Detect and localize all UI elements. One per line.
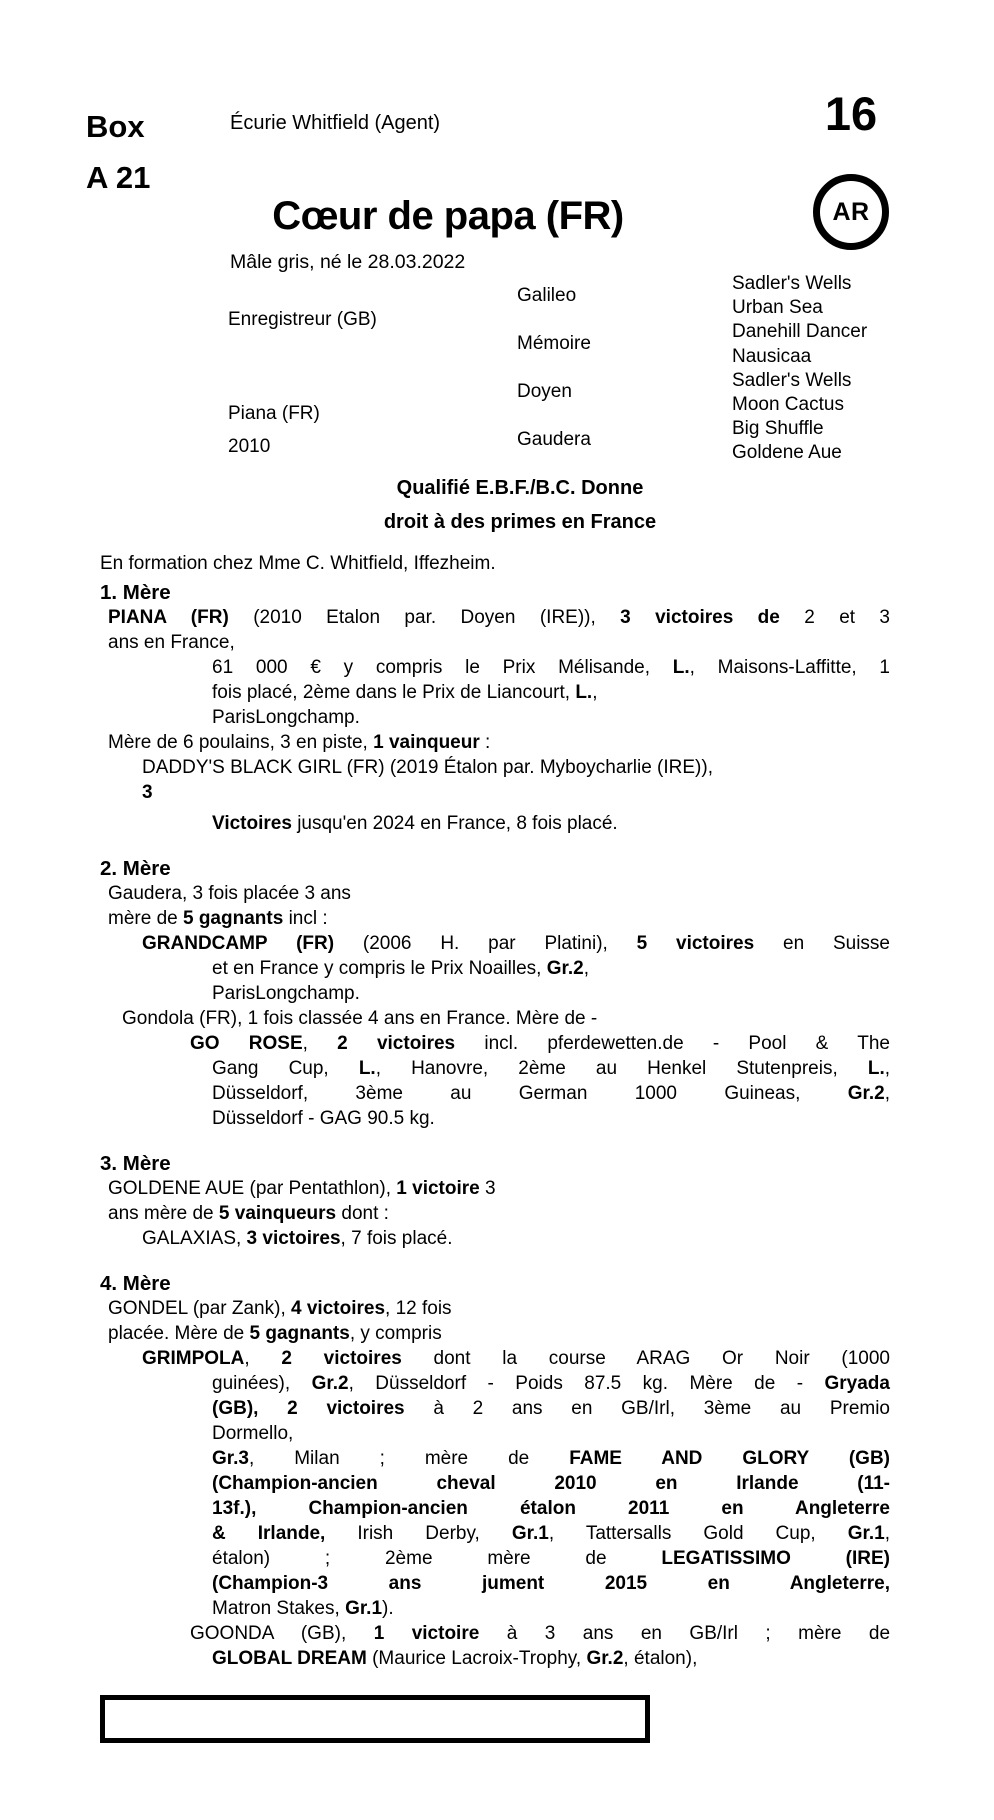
bold-text-segment: Gr.1 (345, 1598, 383, 1619)
body-line (142, 931, 890, 956)
body-line (212, 1396, 890, 1421)
body-line (212, 1571, 890, 1596)
bold-text-segment: Gr.1 (847, 1523, 885, 1544)
body-line (212, 680, 890, 705)
text-segment: (2010 Etalon par. Doyen (IRE)), (253, 607, 621, 628)
bold-text-segment: PIANA (FR) (108, 607, 254, 628)
text-segment: , étalon), (623, 1648, 698, 1669)
text-segment: , y compris (349, 1323, 442, 1344)
body-line (212, 811, 890, 836)
text-segment: , Maisons-Laffitte, 1 (689, 657, 890, 678)
body-line (212, 1496, 890, 1521)
consignor-name: Écurie Whitfield (Agent) (230, 112, 441, 134)
bold-text-segment: 4. Mère (100, 1272, 171, 1295)
text-segment: Irish Derby, (357, 1523, 512, 1544)
text-segment: (Maurice Lacroix-Trophy, (372, 1648, 587, 1669)
text-segment: et en France y compris le Prix Noailles, (212, 958, 547, 979)
text-segment: , (592, 682, 598, 703)
text-segment: , Milan ; mère de (248, 1448, 570, 1469)
text-segment: , (302, 1033, 338, 1054)
bold-text-segment: 1 victoire (373, 1623, 480, 1644)
body-line (190, 1621, 890, 1646)
body-line (108, 630, 890, 655)
text-segment: dont : (336, 1203, 389, 1224)
body-line (100, 551, 890, 576)
bold-text-segment: 3 victoires de (620, 607, 805, 628)
body-line (108, 1296, 890, 1321)
text-segment: placée. Mère de (108, 1323, 250, 1344)
bold-text-segment: 5 gagnants (182, 908, 284, 929)
pedigree-gen3-column (732, 272, 867, 466)
text-segment: : (479, 732, 491, 753)
bold-text-segment: Gryada (824, 1373, 890, 1394)
text-segment: à 3 ans en GB/Irl ; mère de (479, 1623, 891, 1644)
pedigree-gen3-item: Urban Sea (732, 297, 823, 319)
text-segment: ans mère de (108, 1203, 219, 1224)
text-segment: Düsseldorf, 3ème au German 1000 Guineas, (212, 1083, 848, 1104)
pedigree-gen2-item: Gaudera (517, 429, 591, 450)
body-line (212, 956, 890, 981)
text-segment: (2006 H. par Platini), (362, 933, 637, 954)
bold-text-segment: GRANDCAMP (FR) (142, 933, 363, 954)
pedigree-gen3-item: Nausicaa (732, 345, 812, 367)
bold-text-segment: GLOBAL DREAM (212, 1648, 373, 1669)
body-line (108, 730, 890, 755)
empty-note-box (100, 1695, 650, 1743)
text-segment: ParisLongchamp. (212, 983, 360, 1004)
bold-text-segment: 3 victoires (246, 1228, 341, 1249)
bold-text-segment: GRIMPOLA (142, 1348, 245, 1369)
text-segment: dont la course ARAG Or Noir (1000 (401, 1348, 890, 1369)
body-line (122, 1006, 890, 1031)
bold-text-segment: 5 victoires (636, 933, 755, 954)
body-line (142, 755, 890, 780)
body-line (108, 906, 890, 931)
text-segment: Matron Stakes, (212, 1598, 346, 1619)
bold-text-segment: (GB), 2 victoires (212, 1398, 405, 1419)
body-line (142, 1226, 890, 1251)
qualification-line1: Qualifié E.B.F./B.C. Donne (396, 477, 644, 499)
text-segment: , Hanovre, 2ème au Henkel Stutenpreis, (375, 1058, 868, 1079)
text-segment: mère de (108, 908, 183, 929)
text-segment: étalon) ; 2ème mère de (212, 1548, 662, 1569)
text-segment: , 12 fois (385, 1298, 452, 1319)
body-line (108, 605, 890, 630)
text-segment: GALAXIAS, (142, 1228, 247, 1249)
section-header (100, 580, 890, 605)
bold-text-segment: FAME AND GLORY (GB) (569, 1448, 890, 1469)
body-line (212, 1056, 890, 1081)
text-segment: Düsseldorf - GAG 90.5 kg. (212, 1108, 435, 1129)
text-segment: , (583, 958, 589, 979)
text-segment: , (244, 1348, 282, 1369)
bold-text-segment: (Champion-ancien cheval 2010 en Irlande (11- (212, 1473, 890, 1494)
bold-text-segment: 3 (142, 782, 153, 803)
section-header (100, 1151, 890, 1176)
text-segment: 61 000 € y compris le Prix Mélisande, (212, 657, 673, 678)
bold-text-segment: LEGATISSIMO (IRE) (661, 1548, 890, 1569)
bold-text-segment: Gr.2 (311, 1373, 349, 1394)
bold-text-segment: 1 victoire (396, 1178, 480, 1199)
text-segment: ). (382, 1598, 394, 1619)
text-segment: DADDY'S BLACK GIRL (FR) (2019 Étalon par. Myboycharlie (IRE)), (142, 757, 713, 778)
bold-text-segment: L. (867, 1058, 885, 1079)
body-line (212, 1646, 890, 1671)
body-line (142, 780, 890, 805)
qualification-note (130, 477, 910, 545)
body-line (212, 1106, 890, 1131)
text-segment: Dormello, (212, 1423, 294, 1444)
pedigree-gen3-item: Sadler's Wells (732, 273, 852, 294)
text-segment: fois placé, 2ème dans le Prix de Liancourt, (212, 682, 576, 703)
bold-text-segment: 5 gagnants (249, 1323, 350, 1344)
pedigree-gen3-item: Big Shuffle (732, 418, 824, 440)
bold-text-segment: 3. Mère (100, 1152, 171, 1175)
body-line (212, 1596, 890, 1621)
pedigree-gen3-item: Sadler's Wells (732, 369, 852, 391)
text-segment: Gaudera, 3 fois placée 3 ans (108, 883, 351, 904)
text-segment: 3 (479, 1178, 496, 1199)
sex-color-birthdate: Mâle gris, né le 28.03.2022 (230, 251, 466, 273)
text-segment: ParisLongchamp. (212, 707, 360, 728)
pedigree-gen1-item: Enregistreur (GB) (228, 309, 377, 330)
body-line (108, 881, 890, 906)
body-line (108, 1321, 890, 1346)
box-label-line2: A 21 (86, 160, 151, 195)
body-line (212, 1446, 890, 1471)
text-segment: , (884, 1083, 890, 1104)
text-segment: GOONDA (GB), (190, 1623, 374, 1644)
text-segment: à 2 ans en GB/Irl, 3ème au Premio (404, 1398, 890, 1419)
bold-text-segment: 1 vainqueur (373, 732, 480, 753)
bold-text-segment: 1. Mère (100, 581, 171, 604)
text-segment: en Suisse (754, 933, 890, 954)
pedigree-gen2-item: Mémoire (517, 333, 591, 354)
bold-text-segment: Gr.2 (847, 1083, 885, 1104)
text-segment: ans en France, (108, 632, 235, 653)
bold-text-segment: GO ROSE (190, 1033, 303, 1054)
text-segment: Gang Cup, (212, 1058, 359, 1079)
text-segment: , 7 fois placé. (340, 1228, 453, 1249)
pedigree-gen2-item: Galileo (517, 285, 577, 306)
body-line (212, 1521, 890, 1546)
body-line (212, 981, 890, 1006)
bold-text-segment: & Irlande, (212, 1523, 358, 1544)
text-segment: , (884, 1058, 891, 1079)
bold-text-segment: Gr.2 (586, 1648, 624, 1669)
body-line (212, 1421, 890, 1446)
body-line (190, 1031, 890, 1056)
text-segment: En formation chez Mme C. Whitfield, Iffezheim. (100, 553, 496, 574)
pedigree-gen1-item: 2010 (228, 436, 271, 457)
bold-text-segment: 4 victoires (291, 1298, 386, 1319)
pedigree-gen2-item: Doyen (517, 381, 572, 402)
text-segment: incl. pferdewetten.de - Pool & The (455, 1033, 890, 1054)
body-line (212, 655, 890, 680)
text-segment: jusqu'en 2024 en France, 8 fois placé. (291, 813, 618, 834)
qualification-line2: droit à des primes en France (383, 511, 657, 533)
body-line (108, 1176, 890, 1201)
bold-text-segment: 2 victoires (337, 1033, 456, 1054)
text-segment: GONDEL (par Zank), (108, 1298, 292, 1319)
text-segment: GOLDENE AUE (par Pentathlon), (108, 1178, 397, 1199)
body-line (212, 1081, 890, 1106)
pedigree-gen3-item: Goldene Aue (732, 442, 842, 464)
text-segment: , (884, 1523, 890, 1544)
text-segment: guinées), (212, 1373, 312, 1394)
pedigree-gen3-item: Danehill Dancer (732, 321, 868, 343)
text-segment: incl : (283, 908, 328, 929)
text-segment: Gondola (FR), 1 fois classée 4 ans en France. Mère de - (122, 1008, 598, 1029)
bold-text-segment: Gr.2 (546, 958, 584, 979)
box-label-line1: Box (86, 109, 145, 144)
body-line (142, 1346, 890, 1371)
bold-text-segment: (Champion-3 ans jument 2015 en Angleterre, (212, 1573, 890, 1594)
horse-name-title: Cœur de papa (FR) (272, 194, 624, 238)
body-line (212, 1371, 890, 1396)
text-segment: , Düsseldorf - Poids 87.5 kg. Mère de - (348, 1373, 825, 1394)
bold-text-segment: 13f.), Champion-ancien étalon 2011 en Angleterre (212, 1498, 890, 1519)
section-header (100, 1271, 890, 1296)
text-segment: Mère de 6 poulains, 3 en piste, (108, 732, 374, 753)
bold-text-segment: Gr.3 (212, 1448, 249, 1469)
bold-text-segment: Victoires (212, 813, 292, 834)
body-line (108, 1201, 890, 1226)
bold-text-segment: L. (575, 682, 593, 703)
text-segment: , Tattersalls Gold Cup, (548, 1523, 848, 1544)
pedigree-text-body (0, 551, 994, 1743)
pedigree-gen3-item: Moon Cactus (732, 394, 844, 416)
bold-text-segment: 2. Mère (100, 857, 171, 880)
bold-text-segment: 5 vainqueurs (218, 1203, 337, 1224)
bold-text-segment: Gr.1 (511, 1523, 549, 1544)
body-line (212, 1546, 890, 1571)
bold-text-segment: 2 victoires (281, 1348, 402, 1369)
text-segment: 2 et 3 (804, 607, 890, 628)
bold-text-segment: L. (672, 657, 690, 678)
section-header (100, 856, 890, 881)
ar-stamp-icon: AR (813, 174, 889, 250)
lot-number: 16 (824, 87, 878, 140)
body-line (212, 1471, 890, 1496)
pedigree-gen1-item: Piana (FR) (228, 403, 320, 424)
body-line (212, 705, 890, 730)
bold-text-segment: L. (358, 1058, 376, 1079)
